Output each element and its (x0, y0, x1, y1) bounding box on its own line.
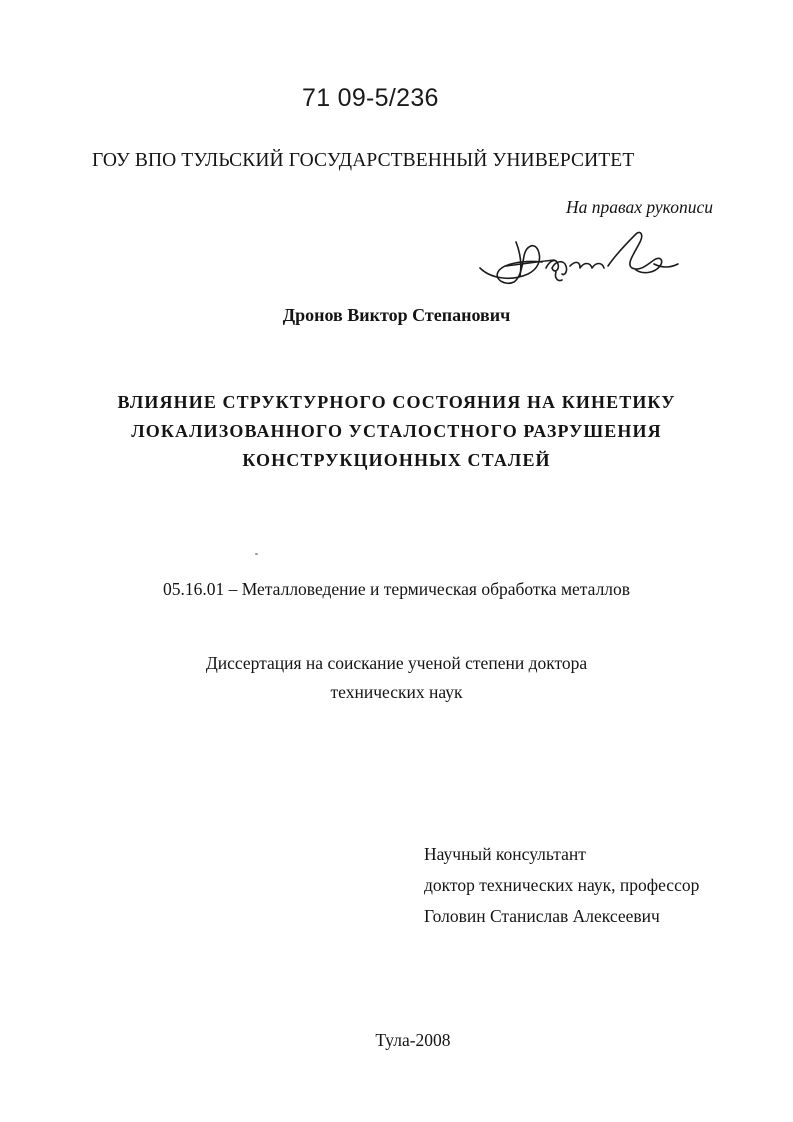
degree-line: технических наук (330, 682, 463, 702)
consultant-line: Научный консультант (424, 844, 586, 864)
university-name: ГОУ ВПО ТУЛЬСКИЙ ГОСУДАРСТВЕННЫЙ УНИВЕРСИТЕТ (92, 150, 635, 171)
scan-speck (255, 553, 258, 555)
manuscript-rights-note: На правах рукописи (566, 197, 713, 217)
author-name: Дронов Виктор Степанович (282, 305, 511, 325)
title-line: ЛОКАЛИЗОВАННОГО УСТАЛОСТНОГО РАЗРУШЕНИЯ (131, 421, 662, 441)
dissertation-title (0, 388, 793, 475)
degree-statement (0, 649, 793, 707)
city-year: Тула-2008 (375, 1030, 451, 1050)
degree-line: Диссертация на соискание ученой степени доктора (205, 653, 588, 673)
title-line: ВЛИЯНИЕ СТРУКТУРНОГО СОСТОЯНИЯ НА КИНЕТИКУ (117, 392, 676, 412)
specialty-code: 05.16.01 – Металловедение и термическая обработка металлов (162, 579, 631, 599)
consultant-line: доктор технических наук, профессор (424, 875, 700, 895)
author-signature (476, 224, 682, 294)
title-line: КОНСТРУКЦИОННЫХ СТАЛЕЙ (242, 450, 551, 470)
scientific-consultant (424, 839, 699, 932)
consultant-line: Головин Станислав Алексеевич (424, 906, 660, 926)
library-stamp-number: 71 09-5/236 (302, 84, 439, 112)
